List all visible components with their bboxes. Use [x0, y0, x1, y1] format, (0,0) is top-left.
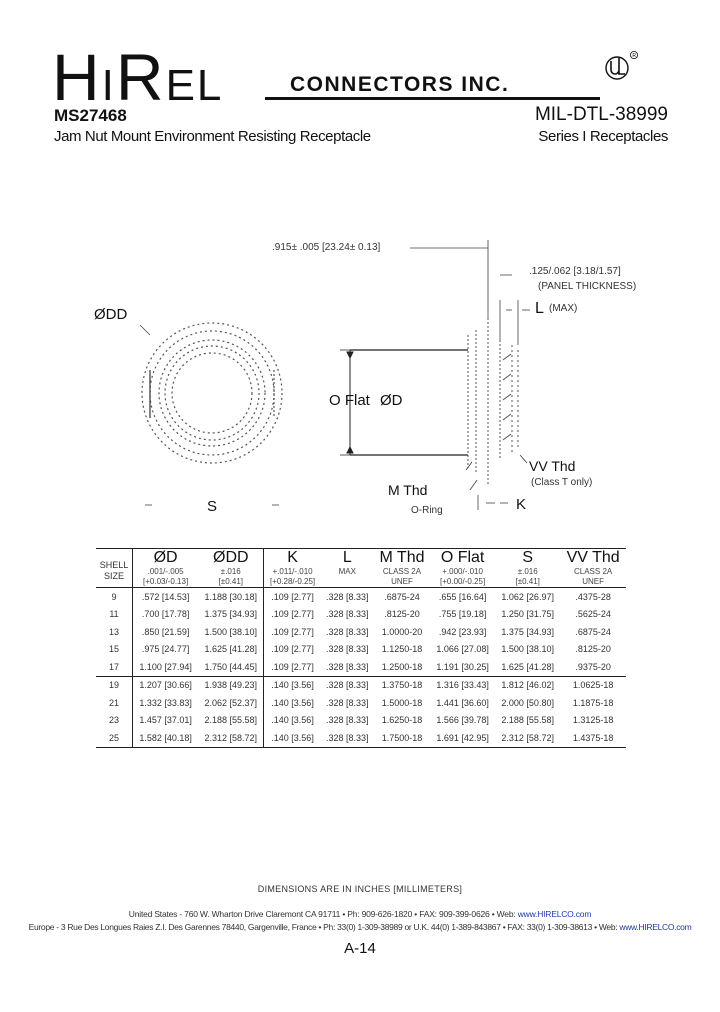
- table-cell: 2.312 [58.72]: [501, 732, 554, 743]
- table-cell: 1.457 [37.01]: [133, 712, 199, 730]
- table-cell: .6875-24: [384, 591, 420, 602]
- table-cell: 1.191 [30.25]: [436, 661, 489, 672]
- table-cell: .109 [2.77]: [264, 588, 321, 606]
- logo-el: EL: [165, 61, 224, 110]
- col-vv-thd-header: VV Thd CLASS 2A UNEF: [566, 549, 620, 586]
- table-cell: .140 [3.56]: [264, 729, 321, 747]
- shell-size-cell: 17: [108, 661, 119, 672]
- vv-thd-label: VV Thd: [529, 458, 576, 474]
- table-body: [96, 588, 626, 748]
- dd-leader: [140, 325, 150, 335]
- table-cell: 1.6250-18: [381, 715, 423, 726]
- table-row: [96, 658, 626, 676]
- col-k-header: K +.011/-.010 [+0.28/-0.25]: [264, 549, 321, 588]
- table-row: [96, 694, 626, 712]
- table-cell: 1.3750-18: [374, 676, 430, 694]
- shell-size-cell: 9: [111, 591, 117, 602]
- table-cell: 1.188 [30.18]: [204, 591, 258, 602]
- table-cell: .109 [2.77]: [264, 658, 321, 676]
- europe-address: Europe - 3 Rue Des Longues Raies Z.I. Des Garennes 78440, Gargenville, France • Ph: 33(0) 1-309-38989 or U.K. 44(0) 1-389-843867 • FAX: 33(0) 1-309-38613 • Web: www.HIRELCO.com: [28, 922, 692, 932]
- col-dd-header: ØDD ±.016 [±0.41]: [213, 549, 249, 586]
- table-cell: 2.188 [55.58]: [501, 715, 554, 726]
- table-cell: .328 [8.33]: [326, 609, 369, 620]
- table-cell: 1.375 [34.93]: [501, 626, 554, 637]
- units-note: DIMENSIONS ARE IN INCHES [MILLIMETERS]: [257, 884, 463, 894]
- logo-i: I: [101, 61, 116, 110]
- col-s-header: S ±.016 [±0.41]: [515, 549, 540, 586]
- table-cell: 1.750 [44.45]: [204, 661, 258, 672]
- svg-text:R: R: [632, 53, 637, 59]
- table-cell: .5625-24: [575, 609, 611, 620]
- table-cell: 1.7500-18: [381, 732, 423, 743]
- table-cell: 1.2500-18: [381, 661, 423, 672]
- logo-r: R: [115, 40, 166, 114]
- us-address: United States - 760 W. Wharton Drive Claremont CA 91711 • Ph: 909-626-1820 • FAX: 909-399-0626 • Web: www.HIRELCO.com: [128, 909, 592, 919]
- table-cell: .572 [14.53]: [133, 588, 199, 606]
- panel-thickness-label: (PANEL THICKNESS): [538, 281, 637, 292]
- panel-thickness-dim: .125/.062 [3.18/1.57]: [529, 266, 621, 277]
- table-cell: .942 [23.93]: [438, 626, 487, 637]
- table-cell: 1.500 [38.10]: [204, 626, 258, 637]
- table-row: [96, 606, 626, 624]
- table-cell: 1.4375-18: [572, 732, 614, 743]
- shell-size-cell: 21: [108, 697, 119, 708]
- table-cell: 2.312 [58.72]: [204, 732, 258, 743]
- dimension-table: [96, 548, 626, 748]
- l-label: L: [535, 300, 544, 317]
- table-cell: 1.0625-18: [560, 676, 626, 694]
- shell-size-cell: 19: [96, 676, 133, 694]
- table-cell: 1.938 [49.23]: [198, 676, 264, 694]
- table-cell: 2.062 [52.37]: [204, 697, 258, 708]
- d-label: ØD: [380, 392, 403, 409]
- table-cell: .328 [8.33]: [321, 676, 374, 694]
- shell-size-cell: 25: [108, 732, 119, 743]
- table-cell: 1.062 [26.97]: [501, 591, 554, 602]
- part-number: MS27468: [54, 106, 127, 125]
- o-flat-label: O Flat: [329, 392, 370, 409]
- table-cell: 1.582 [40.18]: [133, 729, 199, 747]
- panel-dimension: [500, 275, 530, 345]
- table-cell: 1.625 [41.28]: [501, 661, 554, 672]
- table-cell: .140 [3.56]: [264, 676, 321, 694]
- table-cell: .328 [8.33]: [326, 697, 369, 708]
- shell-size-header: SHELL SIZE: [99, 560, 129, 581]
- table-cell: 1.100 [27.94]: [133, 658, 199, 676]
- table-cell: 2.188 [55.58]: [204, 715, 258, 726]
- spec-number: MIL-DTL-38999: [534, 104, 668, 125]
- col-o-flat-header: O Flat +.000/-.010 [+0.00/-0.25]: [440, 549, 486, 586]
- company-name: CONNECTORS INC.: [290, 73, 510, 96]
- table-cell: .6875-24: [575, 626, 611, 637]
- table-cell: .109 [2.77]: [264, 623, 321, 641]
- col-l-header: L MAX: [338, 549, 356, 576]
- s-label: S: [207, 498, 218, 515]
- table-cell: 1.500 [38.10]: [501, 644, 554, 655]
- l-max-label: (MAX): [549, 303, 578, 314]
- website-link-us[interactable]: www.HIRELCO.com: [517, 909, 592, 919]
- table-cell: .140 [3.56]: [264, 694, 321, 712]
- table-row: [96, 676, 626, 694]
- table-row: [96, 729, 626, 747]
- table-cell: 1.3125-18: [572, 715, 614, 726]
- table-cell: 1.1875-18: [572, 697, 614, 708]
- table-row: [96, 623, 626, 641]
- table-cell: .8125-20: [384, 609, 420, 620]
- class-t-label: (Class T only): [531, 477, 593, 488]
- table-cell: .8125-20: [575, 644, 611, 655]
- part-description: Jam Nut Mount Environment Resisting Receptacle: [54, 128, 371, 145]
- table-cell: .328 [8.33]: [326, 591, 369, 602]
- table-cell: .755 [19.18]: [438, 609, 487, 620]
- table-cell: 1.375 [34.93]: [204, 609, 258, 620]
- table-cell: 1.207 [30.66]: [133, 676, 199, 694]
- table-cell: .975 [24.77]: [133, 641, 199, 659]
- table-cell: .328 [8.33]: [326, 732, 369, 743]
- table-cell: .9375-20: [575, 661, 611, 672]
- table-cell: 1.316 [33.43]: [430, 676, 495, 694]
- table-header-row: [96, 549, 626, 588]
- shell-size-cell: 11: [109, 609, 119, 620]
- table-cell: .655 [16.64]: [438, 591, 487, 602]
- front-view: [142, 323, 282, 463]
- o-ring-label: O-Ring: [411, 505, 443, 516]
- m-thd-leader: [470, 480, 477, 490]
- table-cell: 1.625 [41.28]: [204, 644, 258, 655]
- col-d-header: ØD .001/-.005 [+0.03/-0.13]: [133, 549, 199, 588]
- page-number: A-14: [344, 940, 376, 957]
- table-cell: 1.332 [33.83]: [133, 694, 199, 712]
- table-cell: .328 [8.33]: [326, 661, 369, 672]
- table-cell: .109 [2.77]: [264, 606, 321, 624]
- table-cell: 1.566 [39.78]: [436, 715, 489, 726]
- table-cell: .700 [17.78]: [133, 606, 199, 624]
- k-dimension: [478, 495, 508, 510]
- table-row: [96, 712, 626, 730]
- table-cell: 1.066 [27.08]: [436, 644, 489, 655]
- website-link-europe[interactable]: www.HIRELCO.com: [619, 922, 692, 932]
- table-cell: .4375-28: [575, 591, 611, 602]
- table-cell: .328 [8.33]: [326, 715, 369, 726]
- k-label: K: [516, 496, 527, 513]
- table-cell: 1.691 [42.95]: [436, 732, 489, 743]
- dd-label: ØDD: [94, 306, 128, 323]
- table-cell: .328 [8.33]: [326, 644, 369, 655]
- logo-hi: H: [52, 40, 102, 114]
- table-cell: 1.0000-20: [381, 626, 423, 637]
- overall-length-label: .915± .005 [23.24± 0.13]: [272, 242, 381, 253]
- table-row: [96, 641, 626, 659]
- table-cell: .109 [2.77]: [264, 641, 321, 659]
- table-cell: 1.812 [46.02]: [495, 676, 560, 694]
- m-thd-label: M Thd: [388, 482, 428, 498]
- col-m-thd-header: M Thd CLASS 2A UNEF: [379, 549, 425, 586]
- vv-thd-leader: [520, 455, 527, 463]
- shell-size-cell: 13: [108, 626, 119, 637]
- table-cell: .850 [21.59]: [133, 623, 199, 641]
- table-cell: .328 [8.33]: [326, 626, 369, 637]
- table-cell: .140 [3.56]: [264, 712, 321, 730]
- shell-size-cell: 23: [108, 715, 119, 726]
- table-cell: 1.5000-18: [381, 697, 423, 708]
- table-cell: 2.000 [50.80]: [501, 697, 554, 708]
- table-cell: 1.250 [31.75]: [501, 609, 554, 620]
- table-cell: 1.1250-18: [381, 644, 423, 655]
- table-cell: 1.441 [36.60]: [436, 697, 489, 708]
- table-row: [96, 588, 626, 606]
- overall-length-dimension: [410, 240, 488, 318]
- series-title: Series I Receptacles: [538, 128, 668, 145]
- shell-size-cell: 15: [108, 644, 119, 655]
